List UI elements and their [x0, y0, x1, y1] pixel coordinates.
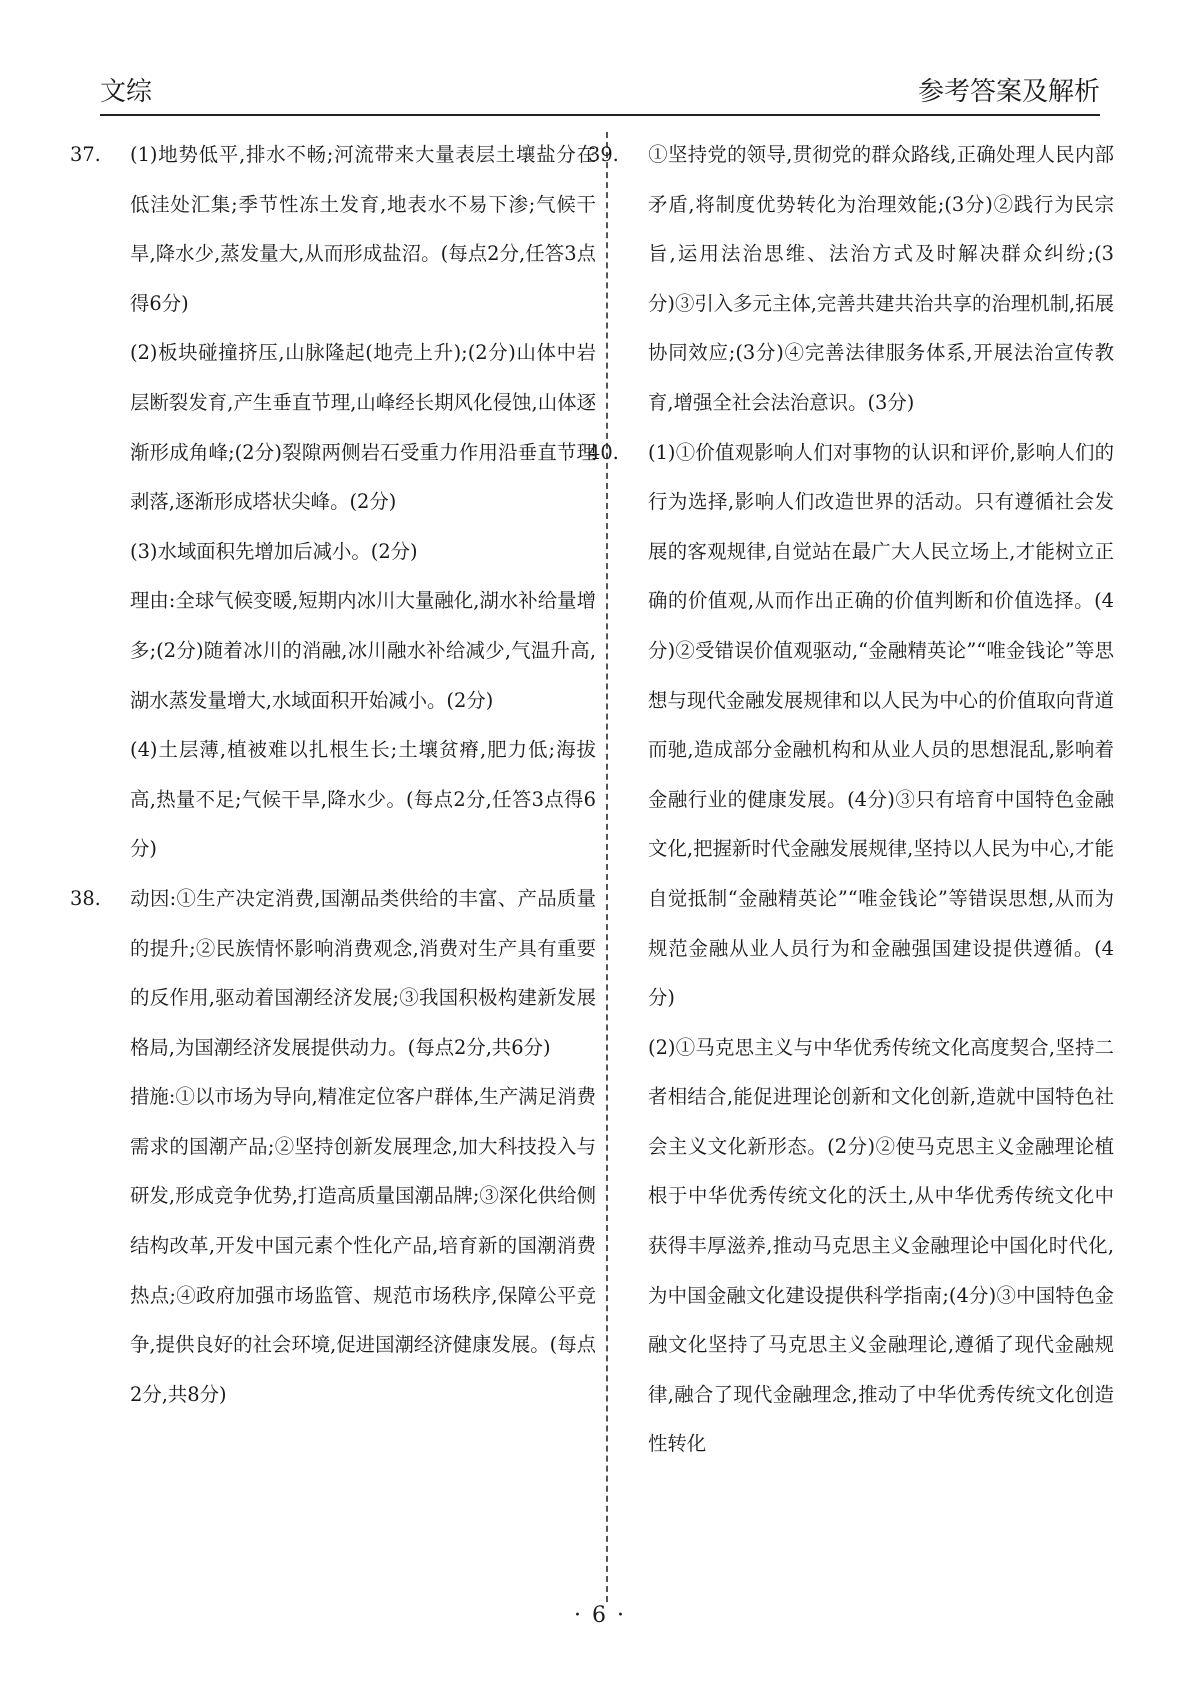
answer-text: (4)土层薄,植被难以扎根生长;土壤贫瘠,肥力低;海拔高,热量不足;气候干旱,降水少。(每点2分,任答3点得6分)	[130, 738, 596, 861]
question-number: 38.	[70, 886, 101, 910]
answer-text: (2)①马克思主义与中华优秀传统文化高度契合,坚持二者相结合,能促进理论创新和文化创新,造就中国特色社会主义文化新形态。(2分)②使马克思主义金融理论植根于中华优秀传统文化的沃土,从中华优秀传统文化中获得丰厚滋养,推动马克思主义金融理论中国化时代化,为中国金融文化建设提供科学指南;(4分)③中国特色金融文化坚持了马克思主义金融理论,遵循了现代金融规律,融合了现代金融理念,推动了中华优秀传统文化创造性转化	[648, 1035, 1114, 1456]
page-number: · 6 ·	[574, 1603, 626, 1628]
answer-item	[100, 1072, 596, 1419]
answer-item	[100, 576, 596, 725]
subject-label: 文综	[100, 77, 153, 107]
question-number: 37.	[70, 143, 101, 166]
answer-item	[588, 428, 1114, 1023]
answer-text: ①坚持党的领导,贯彻党的群众路线,正确处理人民内部矛盾,将制度优势转化为治理效能;(3分)②践行为民宗旨,运用法治思维、法治方式及时解决群众纠纷;(3分)③引入多元主体,完善共建共治共享的治理机制,拓展协同效应;(3分)④完善法律服务体系,开展法治宣传教育,增强全社会法治意识。(3分)	[648, 143, 1114, 414]
answer-text: (2)板块碰撞挤压,山脉隆起(地壳上升);(2分)山体中岩层断裂发育,产生垂直节理,山峰经长期风化侵蚀,山体逐渐形成角峰;(2分)裂隙两侧岩石受重力作用沿垂直节理剥落,逐渐形成塔状尖峰。(2分)	[130, 341, 596, 514]
question-number: 39.	[588, 143, 619, 166]
right-column	[588, 130, 1114, 1469]
question-number: 40.	[588, 440, 619, 464]
answer-text: (1)地势低平,排水不畅;河流带来大量表层土壤盐分在低洼处汇集;季节性冻土发育,地表水不易下渗;气候干旱,降水少,蒸发量大,从而形成盐沼。(每点2分,任答3点得6分)	[130, 143, 596, 315]
document-title: 参考答案及解析	[917, 77, 1100, 107]
answer-item	[100, 328, 596, 526]
answer-item	[70, 130, 596, 328]
answer-item	[100, 725, 596, 874]
answer-text: (3)水域面积先增加后减小。(2分)	[130, 539, 418, 563]
answer-item	[70, 874, 596, 1072]
left-column	[70, 130, 596, 1419]
answer-item	[100, 527, 596, 577]
answer-item	[588, 130, 1114, 428]
answer-text: 措施:①以市场为导向,精准定位客户群体,生产满足消费需求的国潮产品;②坚持创新发展理念,加大科技投入与研发,形成竞争优势,打造高质量国潮品牌;③深化供给侧结构改革,开发中国元素个性化产品,培育新的国潮消费热点;④政府加强市场监管、规范市场秩序,保障公平竞争,提供良好的社会环境,促进国潮经济健康发展。(每点2分,共8分)	[130, 1085, 596, 1406]
column-divider	[606, 132, 608, 1602]
answer-item	[618, 1023, 1114, 1469]
answer-text: 理由:全球气候变暖,短期内冰川大量融化,湖水补给量增多;(2分)随着冰川的消融,冰川融水补给减少,气温升高,湖水蒸发量增大,水域面积开始减小。(2分)	[130, 589, 596, 712]
answer-text: 动因:①生产决定消费,国潮品类供给的丰富、产品质量的提升;②民族情怀影响消费观念,消费对生产具有重要的反作用,驱动着国潮经济发展;③我国积极构建新发展格局,为国潮经济发展提供动力。(每点2分,共6分)	[130, 886, 596, 1059]
answer-text: (1)①价值观影响人们对事物的认识和评价,影响人们的行为选择,影响人们改造世界的活动。只有遵循社会发展的客观规律,自觉站在最广大人民立场上,才能树立正确的价值观,从而作出正确的价值判断和价值选择。(4分)②受错误价值观驱动,“金融精英论”“唯金钱论”等思想与现代金融发展规律和以人民为中心的价值取向背道而驰,造成部分金融机构和从业人员的思想混乱,影响着金融行业的健康发展。(4分)③只有培育中国特色金融文化,把握新时代金融发展规律,坚持以人民为中心,才能自觉抵制“金融精英论”“唯金钱论”等错误思想,从而为规范金融从业人员行为和金融强国建设提供遵循。(4分)	[648, 440, 1114, 1010]
page-header	[100, 74, 1100, 116]
